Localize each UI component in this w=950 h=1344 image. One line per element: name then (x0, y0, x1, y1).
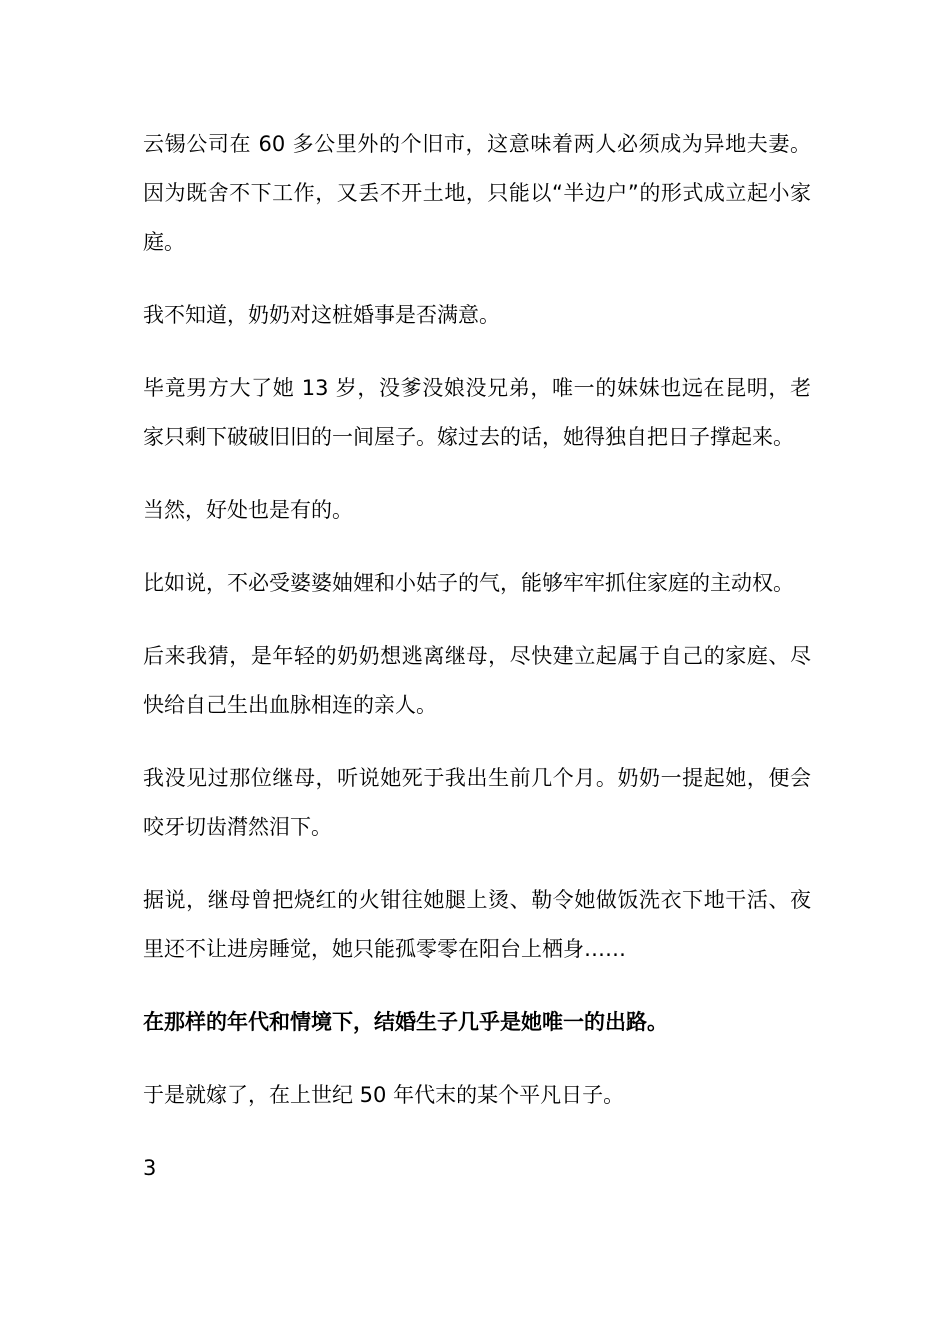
paragraph-5: 比如说，不必受婆婆妯娌和小姑子的气，能够牢牢抓住家庭的主动权。 (143, 571, 794, 595)
paragraph-10: 于是就嫁了，在上世纪 50 年代末的某个平凡日子。 (143, 1083, 625, 1107)
paragraph-6: 后来我猜，是年轻的奶奶想逃离继母，尽快建立起属于自己的家庭、尽快给自己生出血脉相连的亲人。 (143, 644, 811, 717)
paragraph-1: 云锡公司在 60 多公里外的个旧市，这意味着两人必须成为异地夫妻。因为既舍不下工作，又丢不开土地，只能以“半边户”的形式成立起小家庭。 (143, 132, 811, 254)
paragraph-2: 我不知道，奶奶对这桩婚事是否满意。 (143, 303, 500, 327)
article-body (143, 120, 811, 1217)
section-number: 3 (143, 1156, 157, 1180)
paragraph-9-bold: 在那样的年代和情境下，结婚生子几乎是她唯一的出路。 (143, 1010, 668, 1034)
paragraph-4: 当然，好处也是有的。 (143, 498, 353, 522)
paragraph-7: 我没见过那位继母，听说她死于我出生前几个月。奶奶一提起她，便会咬牙切齿潸然泪下。 (143, 766, 811, 839)
paragraph-3: 毕竟男方大了她 13 岁，没爹没娘没兄弟，唯一的妹妹也远在昆明，老家只剩下破破旧旧的一间屋子。嫁过去的话，她得独自把日子撑起来。 (143, 376, 811, 449)
paragraph-8: 据说，继母曾把烧红的火钳往她腿上烫、勒令她做饭洗衣下地干活、夜里还不让进房睡觉，她只能孤零零在阳台上栖身…… (143, 888, 811, 961)
